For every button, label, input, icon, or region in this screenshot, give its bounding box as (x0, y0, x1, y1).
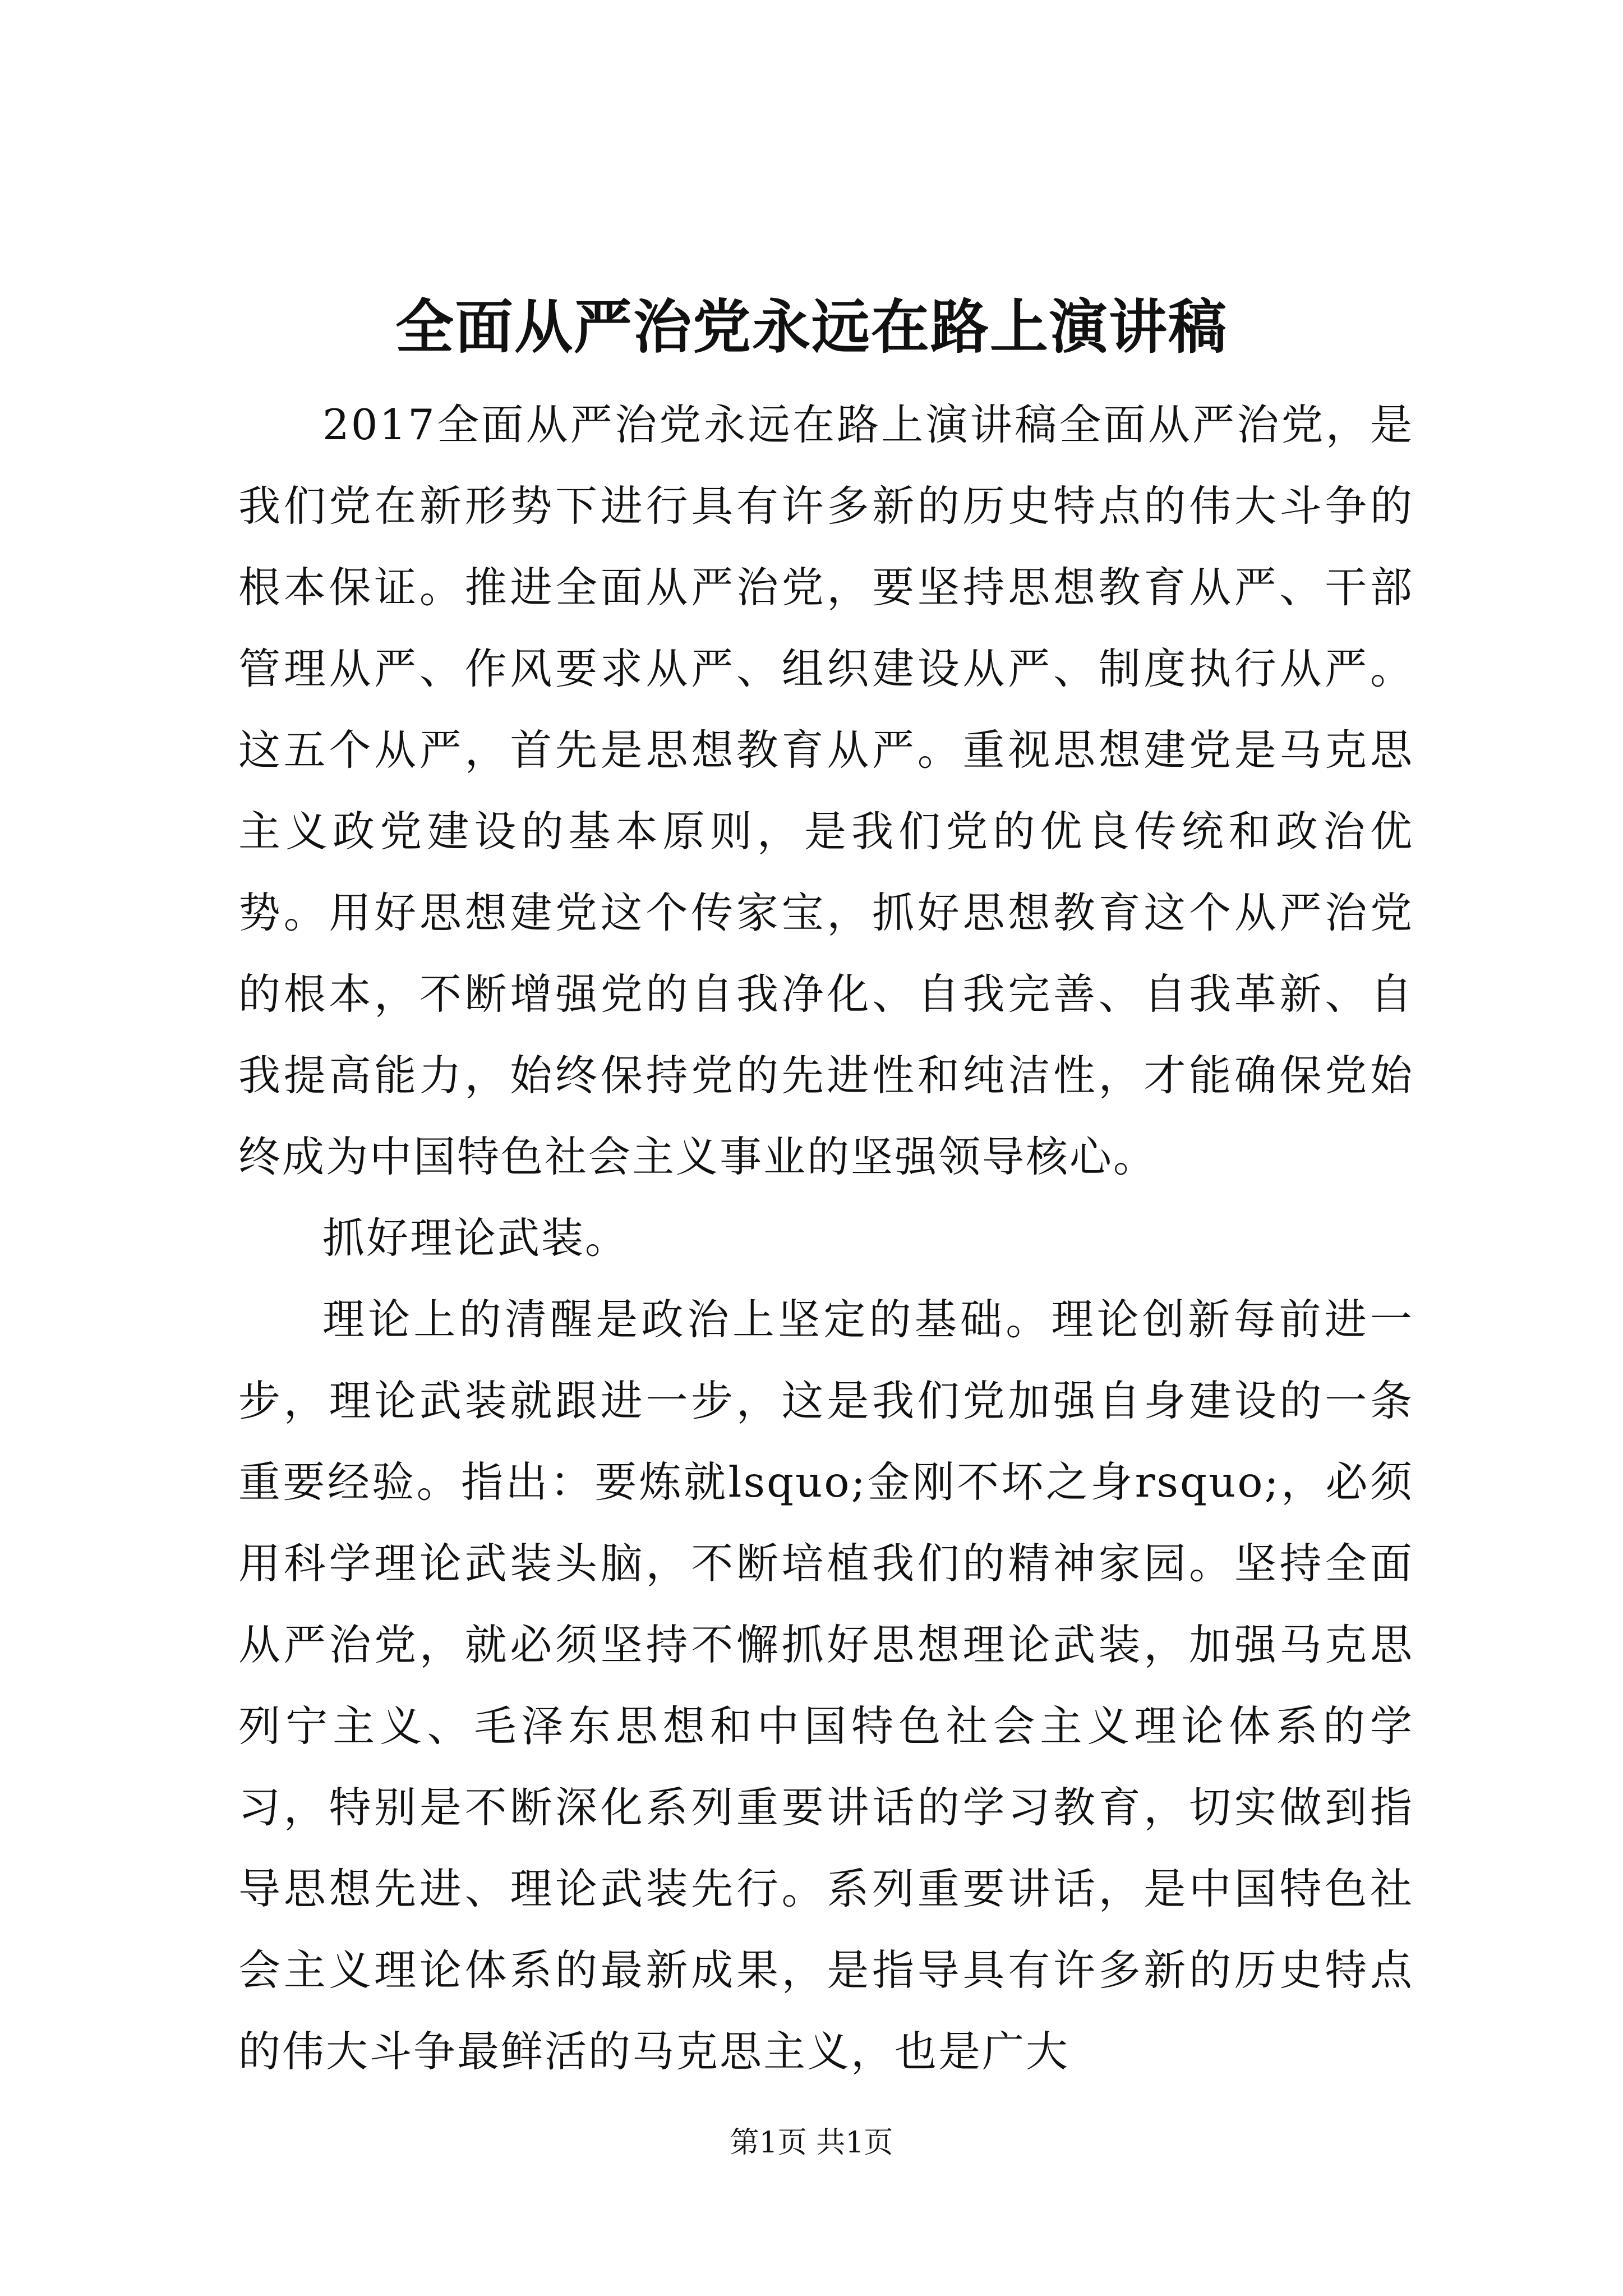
document-body (238, 384, 1414, 2092)
page-footer: 第1页 共1页 (730, 2126, 893, 2160)
paragraph: 理论上的清醒是政治上坚定的基础。理论创新每前进一步，理论武装就跟进一步，这是我们党加强自身建设的一条重要经验。指出：要炼就lsquo;金刚不坏之身rsquo;，必须用科学理论武装头脑，不断培植我们的精神家园。坚持全面从严治党，就必须坚持不懈抓好思想理论武装，加强马克思列宁主义、毛泽东思想和中国特色社会主义理论体系的学习，特别是不断深化系列重要讲话的学习教育，切实做到指导思想先进、理论武装先行。系列重要讲话，是中国特色社会主义理论体系的最新成果，是指导具有许多新的历史特点的伟大斗争最鲜活的马克思主义，也是广大 (238, 1295, 1414, 2076)
paragraph: 2017全面从严治党永远在路上演讲稿全面从严治党，是我们党在新形势下进行具有许多新的历史特点的伟大斗争的根本保证。推进全面从严治党，要坚持思想教育从严、干部管理从严、作风要求从严、组织建设从严、制度执行从严。这五个从严，首先是思想教育从严。重视思想建党是马克思主义政党建设的基本原则，是我们党的优良传统和政治优势。用好思想建党这个传家宝，抓好思想教育这个从严治党的根本，不断增强党的自我净化、自我完善、自我革新、自我提高能力，始终保持党的先进性和纯洁性，才能确保党始终成为中国特色社会主义事业的坚强领导核心。 (238, 400, 1414, 1181)
paragraph: 抓好理论武装。 (322, 1213, 629, 1263)
document-title: 全面从严治党永远在路上演讲稿 (395, 292, 1228, 361)
